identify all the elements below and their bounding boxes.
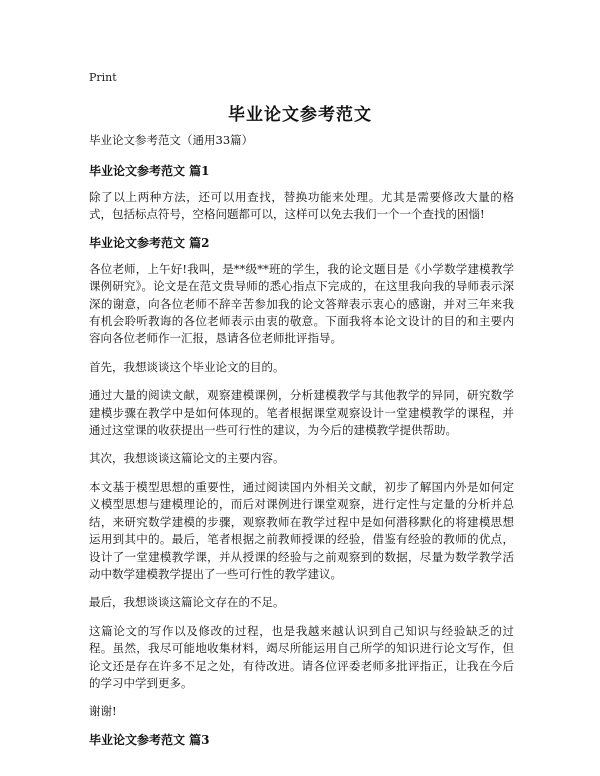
paragraph: 本文基于模型思想的重要性，通过阅读国内外相关文献，初步了解国内外是如何定义模型思想与建模理论的，而后对课例进行课堂观察，进行定性与定量的分析并总结，来研究数学建模的步骤，观察教师在教学过程中是如何潜移默化的将建模思想运用到其中的。最后，笔者根据之前教师授课的经验，借鉴有经验的教师的优点，设计了一堂建模教学课，并从授课的经验与之前观察到的数据，尽量为数学教学活动中数学建模教学提出了一些可行性的教学建议。 <box>89 479 514 581</box>
paragraph: 这篇论文的写作以及修改的过程，也是我越来越认识到自己知识与经验缺乏的过程。虽然，我尽可能地收集材料，竭尽所能运用自己所学的知识进行论文写作，但论文还是存在许多不足之处，有待改进。请各位评委老师多批评指正，让我在今后的学习中学到更多。 <box>89 623 514 690</box>
section-heading: 毕业论文参考范文 篇3 <box>89 732 210 747</box>
paragraph: 谢谢! <box>89 704 117 719</box>
paragraph: 首先，我想谈谈这个毕业论文的目的。 <box>89 359 285 374</box>
section-heading: 毕业论文参考范文 篇2 <box>89 235 210 250</box>
paragraph: 其次，我想谈谈这篇论文的主要内容。 <box>89 451 285 466</box>
document-subtitle: 毕业论文参考范文（通用33篇） <box>89 133 254 147</box>
paragraph: 除了以上两种方法，还可以用查找，替换功能来处理。尤其是需要修改大量的格式，包括标点符号，空格问题都可以，这样可以免去我们一个一个查找的困惱! <box>89 190 514 222</box>
document-title: 毕业论文参考范文 <box>228 105 372 125</box>
paragraph: 各位老师，上午好!我叫，是**级**班的学生，我的论文题目是《小学数学建模教学课例研究》。论文是在范文贵导师的悉心指点下完成的，在这里我向我的导师表示深深的谢意，向各位老师不辞辛苦参加我的论文答辩表示衷心的感谢，并对三年来我有机会聆听教诲的各位老师表示由衷的敬意。下面我将本论文设计的目的和主要内容向各位老师作一汇报，恳请各位老师批评指导。 <box>89 261 514 346</box>
section-heading: 毕业论文参考范文 篇1 <box>89 164 210 178</box>
print-label: Print <box>89 71 117 84</box>
paragraph: 通过大量的阅读文献，观察建模课例，分析建模教学与其他教学的异同，研究数学建模步骤在教学中是如何体现的。笔者根据课堂观察设计一堂建模教学的课程，并通过这堂课的收获提出一些可行性的建议，为今后的建模教学提供帮助。 <box>89 388 514 438</box>
document-body <box>89 132 514 758</box>
paragraph: 最后，我想谈谈这篇论文存在的不足。 <box>89 595 285 610</box>
